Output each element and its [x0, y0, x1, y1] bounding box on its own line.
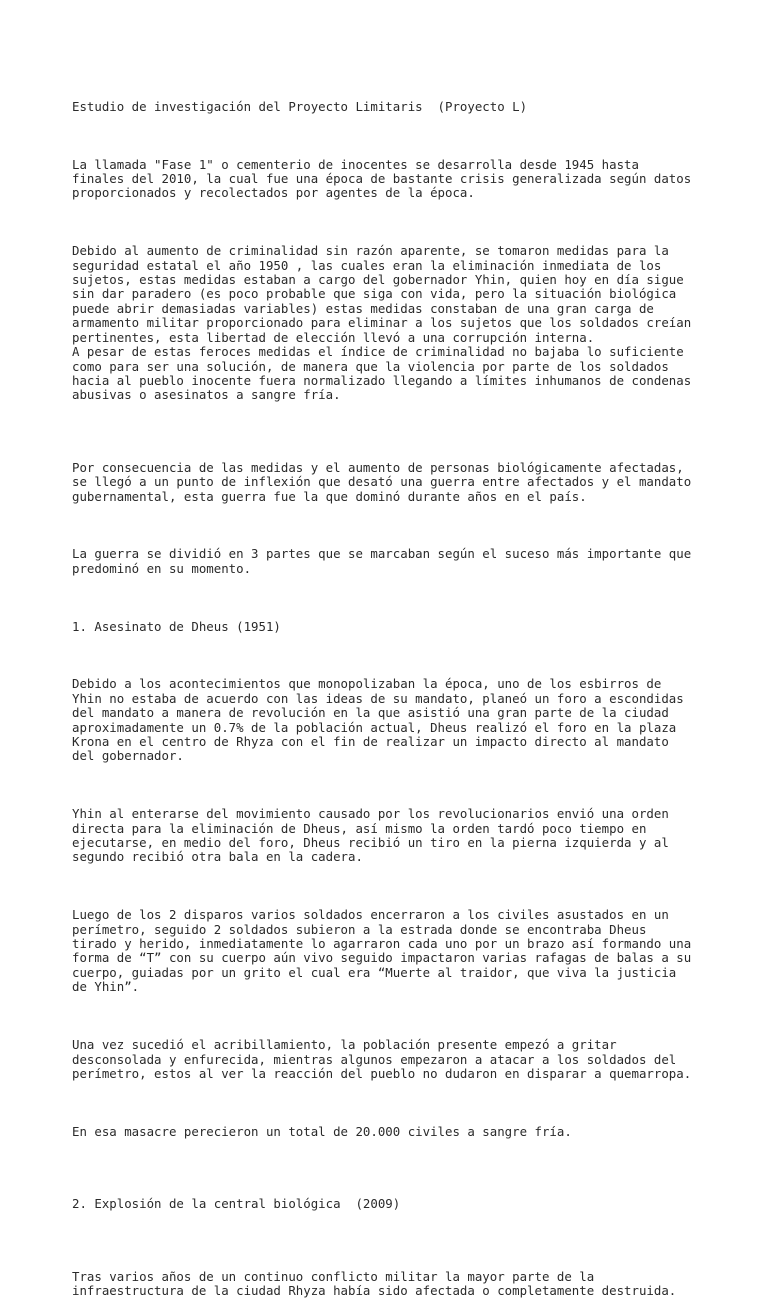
- paragraph-orden-eliminacion: Yhin al enterarse del movimiento causado por los revolucionarios envió una orden directa para la eliminación de Dheus, así mismo la orden tardó poco tiempo en ejecutarse, en medio del foro, Dheus recibió un tiro en la pierna izquierda y al segundo recibió otra bala en la cadera.: [72, 806, 669, 865]
- paragraph-consecuencia: Por consecuencia de las medidas y el aumento de personas biológicamente afectadas, se llegó a un punto de inflexión que desató una guerra entre afectados y el mandato gubernamental, esta guerra fue la que dominó durante años en el país.: [72, 459, 692, 504]
- section-heading-asesinato-dheus: 1. Asesinato de Dheus (1951): [72, 618, 281, 634]
- paragraph-disparos: Luego de los 2 disparos varios soldados encerraron a los civiles asustados en un perímetro, seguido 2 soldados subieron a la estrada donde se encontraba Dheus tirado y herido, inmediatamente lo agarraron cada uno por un brazo así formando una forma de “T” con su cuerpo aún vivo seguido impactaron varias rafagas de balas a su cuerpo, guiadas por un grito el cual era “Muerte al traidor, que viva la justicia de Yhin”.: [72, 907, 692, 995]
- document-title: Estudio de investigación del Proyecto Limitaris (Proyecto L): [72, 98, 528, 114]
- document-body: [72, 71, 712, 1313]
- paragraph-fase-1: La llamada "Fase 1" o cementerio de inocentes se desarrolla desde 1945 hasta finales del 2010, la cual fue una época de bastante crisis generalizada según datos proporcionados y recolectados por agentes de la época.: [72, 156, 692, 201]
- paragraph-acribillamiento: Una vez sucedió el acribillamiento, la población presente empezó a gritar desconsolada y enfurecida, mientras algunos empezaron a atacar a los soldados del perímetro, estos al ver la reacción del pueblo no dudaron en disparar a quemarropa.: [72, 1037, 692, 1081]
- paragraph-medidas: Debido al aumento de criminalidad sin razón aparente, se tomaron medidas para la seguridad estatal el año 1950 , las cuales eran la eliminación inmediata de los sujetos, estas medidas estaban a cargo del gobernador Yhin, quien hoy en día sigue sin dar paradero (es poco probable que siga con vida, pero la situación biológica puede abrir demasiadas variables) estas medidas constaban de una gran carga de armamento militar proporcionado para eliminar a los sujetos que los soldados creían pertinentes, esta libertad de elección llevó a una corrupción interna. A pesar de estas feroces medidas el índice de criminalidad no bajaba lo suficiente como para ser una solución, de manera que la violencia por parte de los soldados hacia al pueblo inocente fuera normalizado llegando a límites inhumanos de condenas abusivas o asesinatos a sangre fría.: [72, 243, 692, 403]
- section-heading-explosion-central: 2. Explosión de la central biológica (2009): [72, 1196, 401, 1212]
- paragraph-foro-dheus: Debido a los acontecimientos que monopolizaban la época, uno de los esbirros de Yhin no estaba de acuerdo con las ideas de su mandato, planeó un foro a escondidas del mandato a manera de revolución en la que asistió una gran parte de la ciudad aproximadamente un 0.7% de la población actual, Dheus realizó el foro en la plaza Krona en el centro de Rhyza con el fin de realizar un impacto directo al mandato del gobernador.: [72, 676, 684, 764]
- paragraph-division-guerra: La guerra se dividió en 3 partes que se marcaban según el suceso más importante que predominó en su momento.: [72, 546, 692, 576]
- paragraph-infraestructura: Tras varios años de un continuo conflicto militar la mayor parte de la infraestructura de la ciudad Rhyza había sido afectada o completamente destruida.: [72, 1268, 677, 1298]
- paragraph-masacre: En esa masacre perecieron un total de 20.000 civiles a sangre fría.: [72, 1123, 572, 1139]
